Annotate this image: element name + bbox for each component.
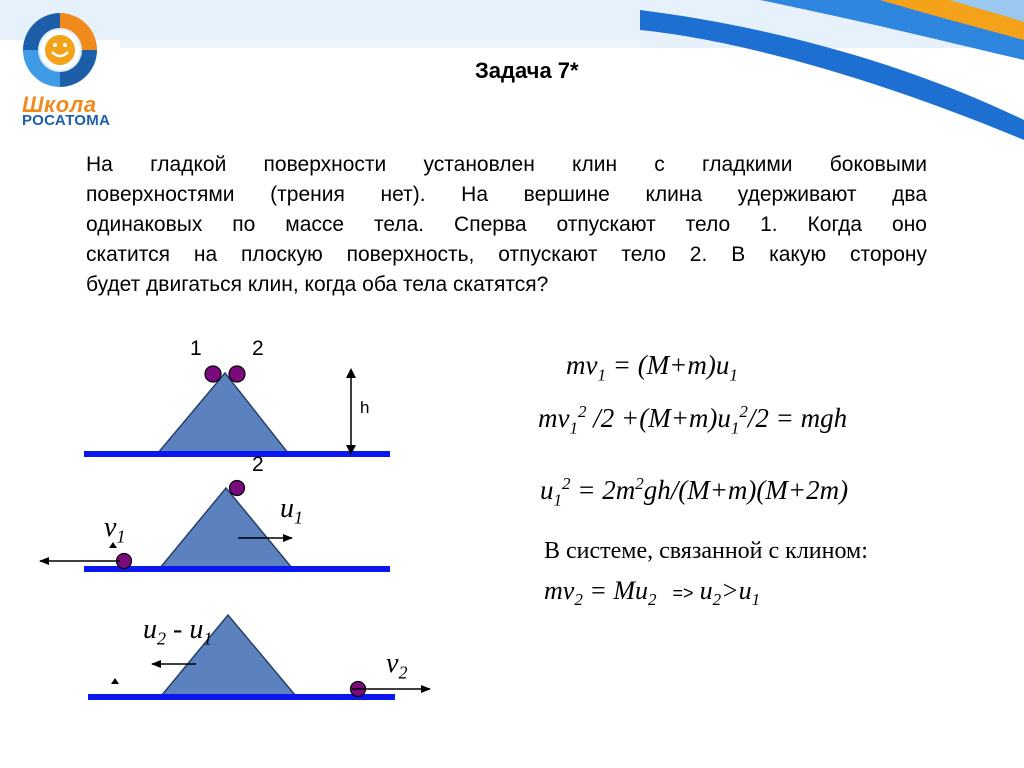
height-label: h [360,398,370,417]
problem-line: На гладкой поверхности установлен клин с гладкими боковыми [86,153,927,176]
u1-label: $u_1$ [280,493,303,528]
energy-equation: $mv_1^2$ $/2 +(M+m)u_1^2/2$ = mgh [538,402,848,438]
wedge-1 [158,373,288,453]
wedge-frame-note: В системе, связанной с клином: [544,538,868,564]
wedge-2 [160,488,292,568]
slide-title: Задача 7* [475,58,579,83]
u2-minus-u1-label: $u_2 - u_1$ [143,614,213,649]
logo-rosatom-text: РОСАТОМА [22,112,111,129]
u1-squared-equation: $u_1^2 = 2m^2gh/(M+m)(M+2m)$ [540,474,849,510]
height-arrow-top-head [346,368,356,378]
implies-symbol: => [672,583,694,603]
problem-line: одинаковых по массе тела. Сперва отпускают тело 1. Когда оно [86,213,927,236]
body-2-label-second: 2 [252,453,264,476]
logo-school-text: Школа [22,92,97,117]
body-2-ball [229,366,245,382]
body-1-ball [205,366,221,382]
body-2-ball-top [230,481,245,496]
v2-label: $v_2$ [386,648,408,683]
body-1-label: 1 [190,337,202,360]
problem-line: будет двигаться клин, когда оба тела скатятся? [86,273,549,296]
small-marker-3 [111,678,119,684]
body-2-label: 2 [252,337,264,360]
v1-label: $v_1$ [104,512,126,547]
problem-line: поверхностями (трения нет). На вершине клина удерживают два [86,183,927,206]
momentum-equation-2: $mv_2 = Mu_2 => u_2>u_1$ [544,576,761,610]
momentum-equation-1: $mv_1 = (M+m)u_1$ [566,350,738,385]
problem-line: скатится на плоскую поверхность, отпускают тело 2. В какую сторону [86,243,927,266]
